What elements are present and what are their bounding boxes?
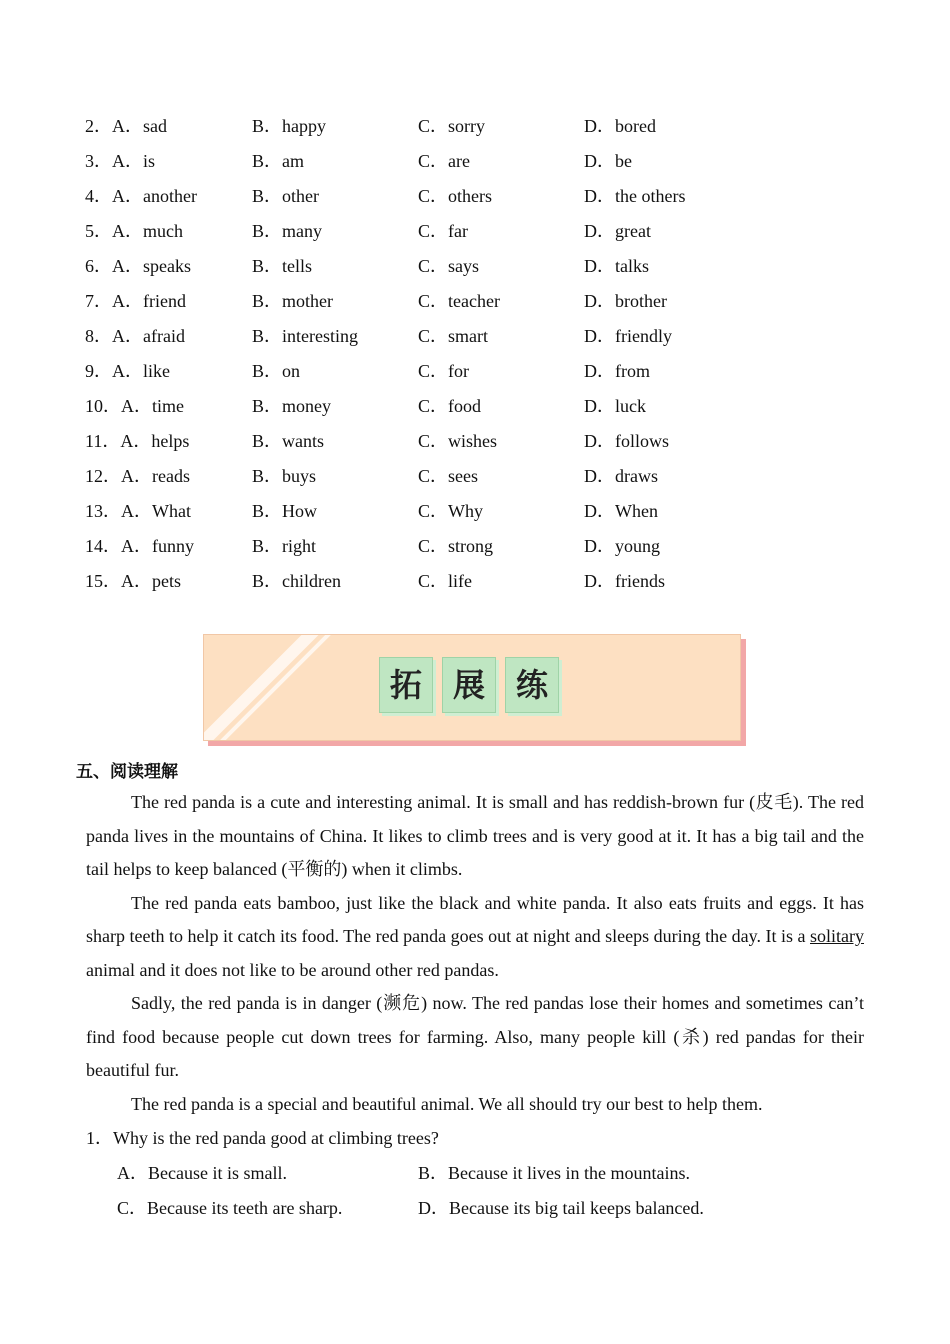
cloze-options	[85, 112, 885, 602]
option-a: 14．A．funny	[85, 536, 194, 556]
option-c: C．sees	[418, 466, 478, 486]
option-a: 13．A．What	[85, 501, 191, 521]
passage-paragraph: The red panda eats bamboo, just like the black and white panda. It also eats fruits and eggs. It has sharp teeth to help it catch its food. The red panda goes out at night and sleeps during the day. It is a solitary animal and it does not like to be around other red pandas.	[86, 892, 864, 980]
banner-char: 拓	[379, 657, 433, 713]
extension-practice-banner	[203, 634, 741, 741]
question-options	[86, 1152, 886, 1222]
option-a: 12．A．reads	[85, 466, 190, 486]
option-b: B．interesting	[252, 326, 358, 346]
option-row-4	[85, 182, 885, 217]
option-b: B．money	[252, 396, 331, 416]
option-d: D．great	[584, 221, 651, 241]
option-c: C．wishes	[418, 431, 498, 451]
option-c: C．life	[418, 571, 472, 591]
underlined-word: solitary	[810, 926, 864, 946]
banner-title	[379, 657, 559, 713]
option-d: D．young	[584, 536, 660, 556]
option-a: 9．A．like	[85, 361, 170, 381]
option-row-9	[85, 357, 885, 392]
option-b: B．children	[252, 571, 341, 591]
option-d: D．friends	[584, 571, 665, 591]
option-b: B．wants	[252, 431, 324, 451]
option-row-8	[85, 322, 885, 357]
banner-char: 练	[505, 657, 559, 713]
option-b: B．right	[252, 536, 317, 556]
option-row-15	[85, 567, 885, 602]
option-a: 10．A．time	[85, 396, 184, 416]
question-option-d: D．Because its big tail keeps balanced.	[418, 1198, 704, 1218]
option-b: B．am	[252, 151, 304, 171]
option-row-10	[85, 392, 885, 427]
option-d: D．friendly	[584, 326, 672, 346]
passage-paragraph: The red panda is a special and beautiful animal. We all should try our best to help them.	[131, 1093, 763, 1114]
reading-passage	[86, 786, 864, 1121]
option-d: D．be	[584, 151, 632, 171]
option-b: B．other	[252, 186, 319, 206]
option-d: D．the others	[584, 186, 686, 206]
option-d: D．from	[584, 361, 650, 381]
option-a: 2．A．sad	[85, 116, 167, 136]
question-option-a: A．Because it is small.	[117, 1163, 287, 1183]
option-d: D．follows	[584, 431, 669, 451]
option-b: B．How	[252, 501, 318, 521]
passage-paragraph: Sadly, the red panda is in danger (濒危) now. The red pandas lose their homes and sometimes can’t find food because people cut down trees for farming. Also, many people kill (杀) red pandas for their beautiful fur.	[86, 993, 864, 1080]
option-row-5	[85, 217, 885, 252]
option-d: D．brother	[584, 291, 667, 311]
option-b: B．buys	[252, 466, 317, 486]
option-c: C．says	[418, 256, 480, 276]
option-c: C．far	[418, 221, 468, 241]
option-c: C．strong	[418, 536, 494, 556]
option-c: C．Why	[418, 501, 483, 521]
option-c: C．sorry	[418, 116, 485, 136]
option-c: C．others	[418, 186, 492, 206]
option-a: 15．A．pets	[85, 571, 181, 591]
option-row-12	[85, 462, 885, 497]
option-b: B．happy	[252, 116, 326, 136]
option-a: 4．A．another	[85, 186, 197, 206]
section-title: 五、阅读理解	[76, 762, 178, 782]
option-c: C．for	[418, 361, 469, 381]
option-row-14	[85, 532, 885, 567]
option-b: B．mother	[252, 291, 333, 311]
option-row-11	[85, 427, 885, 462]
option-a: 3．A．is	[85, 151, 156, 171]
question-stem: 1．Why is the red panda good at climbing trees?	[86, 1128, 439, 1148]
question-option-c: C．Because its teeth are sharp.	[117, 1198, 343, 1218]
option-row-6	[85, 252, 885, 287]
option-a: 6．A．speaks	[85, 256, 191, 276]
option-b: B．tells	[252, 256, 313, 276]
option-row-13	[85, 497, 885, 532]
option-c: C．teacher	[418, 291, 500, 311]
banner-stripe	[203, 634, 325, 741]
option-a: 11．A．helps	[85, 431, 190, 451]
option-a: 7．A．friend	[85, 291, 186, 311]
option-b: B．on	[252, 361, 301, 381]
option-row-2	[85, 112, 885, 147]
option-d: D．draws	[584, 466, 658, 486]
option-c: C．food	[418, 396, 481, 416]
option-c: C．are	[418, 151, 470, 171]
banner-char: 展	[442, 657, 496, 713]
option-d: D．bored	[584, 116, 656, 136]
option-d: D．talks	[584, 256, 649, 276]
option-d: D．luck	[584, 396, 646, 416]
option-c: C．smart	[418, 326, 488, 346]
option-a: 8．A．afraid	[85, 326, 185, 346]
question-1	[86, 1124, 886, 1222]
question-option-b: B．Because it lives in the mountains.	[418, 1163, 690, 1183]
option-d: D．When	[584, 501, 658, 521]
option-row-3	[85, 147, 885, 182]
option-b: B．many	[252, 221, 322, 241]
option-a: 5．A．much	[85, 221, 183, 241]
passage-paragraph: The red panda is a cute and interesting animal. It is small and has reddish-brown fur (皮毛). The red panda lives in the mountains of China. It likes to climb trees and is very good at it. It has a big tail and the tail helps to keep balanced (平衡的) when it climbs.	[86, 792, 864, 879]
option-row-7	[85, 287, 885, 322]
